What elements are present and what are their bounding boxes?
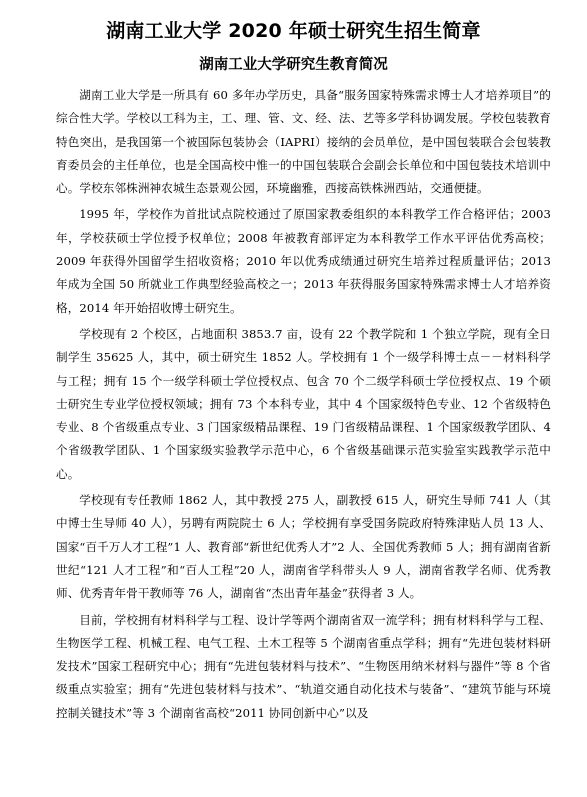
paragraph-faculty: 学校现有专任教师 1862 人，其中教授 275 人，副教授 615 人，研究生导师 741 人（其中博士生导师 40 人），另聘有两院院士 6 人；学校拥有享受国务院政府特殊津贴人员 13 人、国家“百千万人才工程”1 人、教育部“新世纪优秀人才”2 人、全国优秀教师 5 人；拥有湖南省新世纪“121 人才工程”和“百人工程”20 人，湖南省学科带头人 9 人，湖南省教学名师、优秀教师、优秀青年骨干教师等 76 人，湖南省“杰出青年基金”获得者 3 人。 [56, 493, 551, 601]
paragraph-history: 1995 年，学校作为首批试点院校通过了原国家教委组织的本科教学工作合格评估；2003 年，学校获硕士学位授予权单位；2008 年被教育部评定为本科教学工作水平评估优秀高校；2009 年获得外国留学生招收资格；2010 年以优秀成绩通过研究生培养过程质量评估；2013 年成为全国 50 所就业工作典型经验高校之一；2013 年获得服务国家特殊需求博士人才培养资格，2014 年开始招收博士研究生。 [56, 207, 551, 315]
document-title: 湖南工业大学 2020 年硕士研究生招生简章 [106, 20, 481, 42]
paragraph-disciplines: 目前，学校拥有材料科学与工程、设计学等两个湖南省双一流学科；拥有材料科学与工程、生物医学工程、机械工程、电气工程、土木工程等 5 个湖南省重点学科；拥有“先进包装材料研发技术”国家工程研究中心；拥有“先进包装材料与技术”、“生物医用纳米材料与器件”等 8 个省级重点实验室；拥有“先进包装材料与技术”、“轨道交通自动化技术与装备”、“建筑节能与环境控制关键技术”等 3 个湖南省高校“2011 协同创新中心”以及 [56, 612, 551, 720]
paragraph-campus: 学校现有 2 个校区，占地面积 3853.7 亩，设有 22 个教学院和 1 个独立学院，现有全日制学生 35625 人，其中，硕士研究生 1852 人。学校拥有 1 个一级学科博士点－－材料科学与工程；拥有 15 个一级学科硕士学位授权点、包含 70 个二级学科硕士学位授权点、19 个硕士研究生专业学位授权领域；拥有 73 个本科专业，其中 4 个国家级特色专业、12 个省级特色专业、8 个省级重点专业、3 门国家级精品课程、19 门省级精品课程、1 个国家级教学团队、4 个省级教学团队、1 个国家级实验教学示范中心，6 个省级基础课示范实验室实践教学示范中心。 [56, 326, 551, 481]
paragraph-intro: 湖南工业大学是一所具有 60 多年办学历史，具备“服务国家特殊需求博士人才培养项目”的综合性大学。学校以工科为主，工、理、管、文、经、法、艺等多学科协调发展。学校包装教育特色突出，是我国第一个被国际包装协会（IAPRI）接纳的会员单位，是中国包装联合会包装教育委员会的主任单位，也是全国高校中惟一的中国包装联合会副会长单位和中国包装技术培训中心。学校东邻株洲神农城生态景观公园，环境幽雅，西接高铁株洲西站，交通便捷。 [56, 88, 551, 196]
document-subtitle: 湖南工业大学研究生教育简况 [199, 57, 388, 73]
